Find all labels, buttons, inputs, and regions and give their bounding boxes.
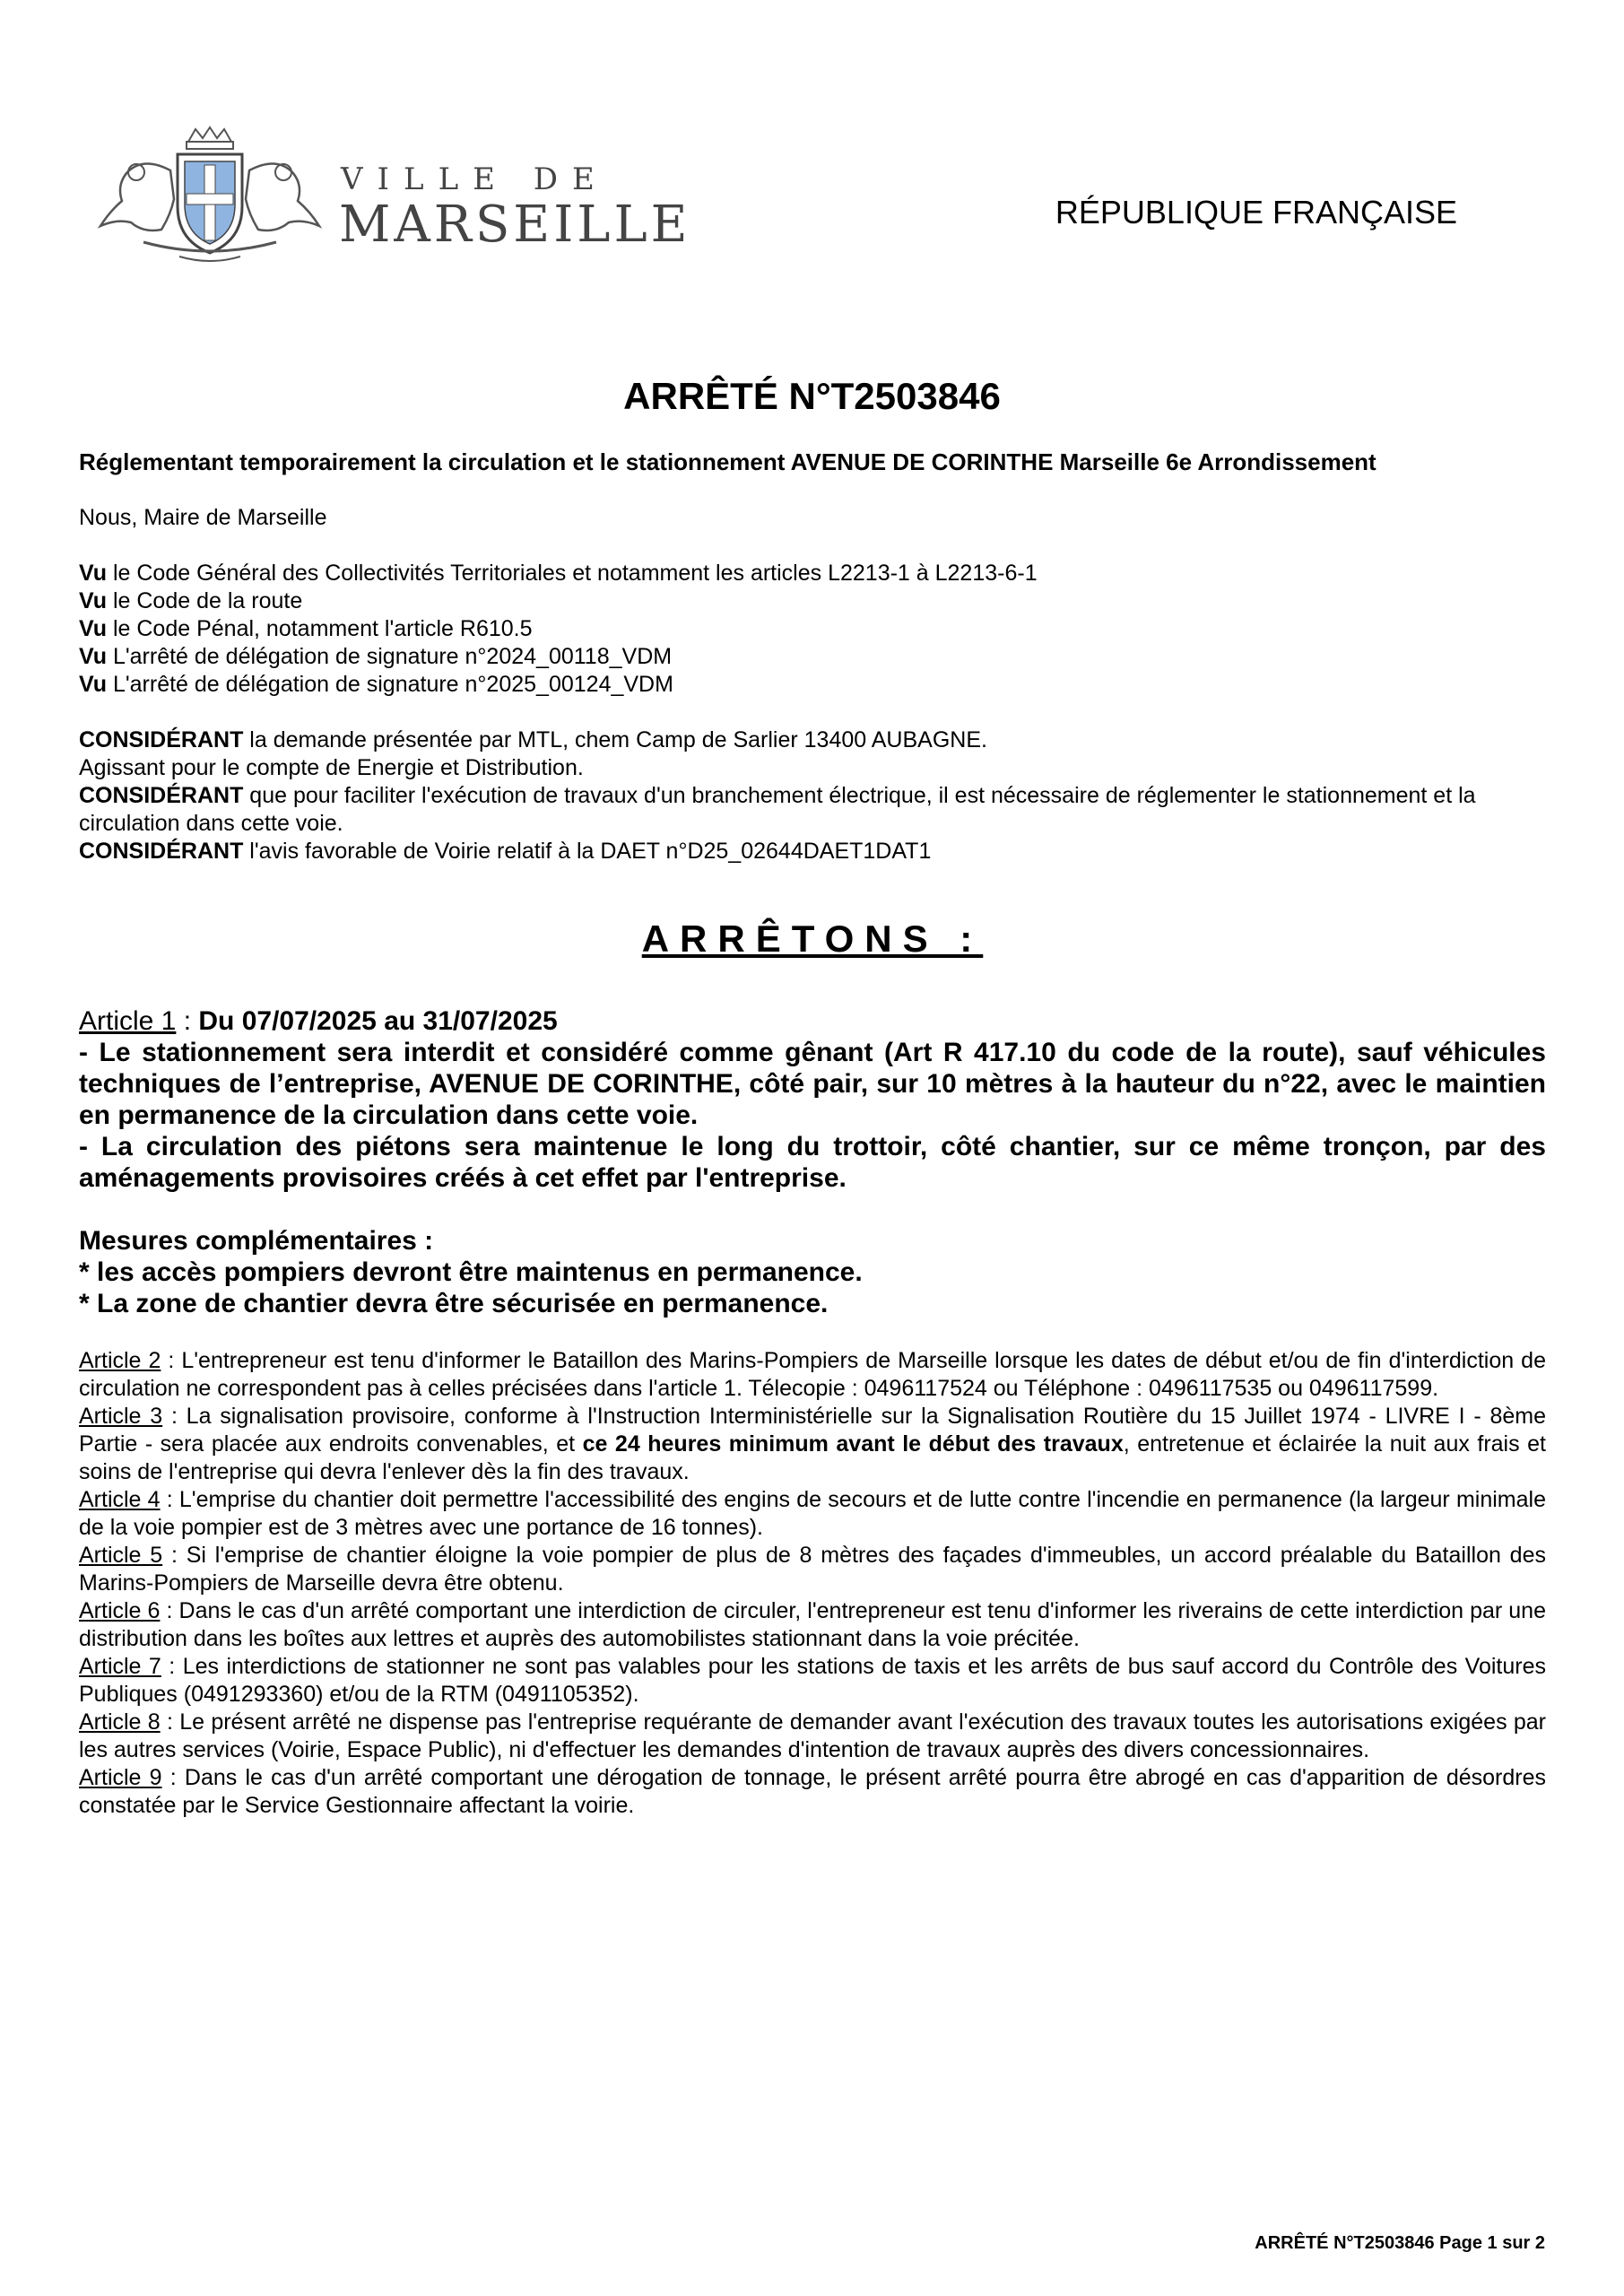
vu-item: [79, 587, 1546, 615]
vu-item: [79, 615, 1546, 643]
vu-text: L'arrêté de délégation de signature n°2024_00118_VDM: [107, 644, 673, 669]
mesures-title: Mesures complémentaires :: [79, 1226, 434, 1256]
article-separator: :: [162, 1404, 187, 1429]
article-4: [79, 1486, 1546, 1542]
article-text: Si l'emprise de chantier éloigne la voie pompier de plus de 8 mètres des façades d'immeubles, un accord préalable du Bataillon des Marins-Pompiers de Marseille devra être obtenu.: [79, 1543, 1546, 1596]
article-text: Les interdictions de stationner ne sont pas valables pour les stations de taxis et les arrêts de bus sauf accord du Contrôle des Voitures Publiques (0491293360) et/ou de la RTM (0491105352).: [79, 1654, 1546, 1707]
document-title: ARRÊTÉ N°T2503846: [623, 375, 1001, 417]
article-text: Dans le cas d'un arrêté comportant une interdiction de circuler, l'entrepreneur est tenu d'informer les riverains de cette interdiction par une distribution dans les boîtes aux lettres et auprès des automobilistes stationnant dans la voie précitée.: [79, 1598, 1546, 1651]
article-separator: :: [161, 1654, 183, 1679]
vu-item: [79, 671, 1546, 699]
vu-prefix: Vu: [79, 588, 108, 613]
mesures-item: * La zone de chantier devra être sécurisée en permanence.: [79, 1289, 829, 1318]
document-body: [79, 504, 1546, 1820]
article-text: Le présent arrêté ne dispense pas l'entreprise requérante de demander avant l'exécution des travaux toutes les autorisations exigées par les autres services (Voirie, Espace Public), ni d'effectuer les demandes d'intention de travaux auprès des divers concessionnaires.: [79, 1709, 1546, 1762]
article-text: , entretenue et éclairée la nuit aux frais et soins de l'entreprise qui devra l'enlever dès la fin des travaux.: [79, 1431, 1546, 1484]
article-separator: :: [161, 1765, 185, 1790]
intro-line: Nous, Maire de Marseille: [79, 505, 327, 530]
republique-francaise-heading: RÉPUBLIQUE FRANÇAISE: [1055, 194, 1457, 230]
article-label: Article 5: [79, 1543, 163, 1568]
arretons-heading: ARRÊTONS :: [641, 918, 984, 960]
article-2: [79, 1347, 1546, 1403]
agissant-line: Agissant pour le compte de Energie et Distribution.: [79, 755, 584, 780]
article-separator: :: [161, 1348, 182, 1373]
article-8: [79, 1709, 1546, 1764]
article-7: [79, 1653, 1546, 1709]
article-1-label: Article 1: [79, 1006, 177, 1036]
mesures-item: * les accès pompiers devront être maintenus en permanence.: [79, 1257, 863, 1287]
article-1-paragraph-2: - La circulation des piétons sera maintenue le long du trottoir, côté chantier, sur ce même tronçon, par des aménagements provisoires créés à cet effet par l'entreprise.: [79, 1132, 1546, 1193]
considerant-prefix: CONSIDÉRANT: [79, 839, 244, 864]
vu-prefix: Vu: [79, 561, 108, 586]
document-subtitle: Réglementant temporairement la circulation et le stationnement AVENUE DE CORINTHE Marseille 6e Arrondissement: [79, 448, 1376, 475]
considerant-text: l'avis favorable de Voirie relatif à la DAET n°D25_02644DAET1DAT1: [243, 839, 932, 864]
article-5: [79, 1542, 1546, 1597]
vu-prefix: Vu: [79, 644, 108, 669]
considerant-text: que pour faciliter l'exécution de travaux d'un branchement électrique, il est nécessaire de réglementer le stationnement et la circulation dans cette voie.: [79, 783, 1476, 836]
vu-list: [79, 560, 1546, 699]
vu-item: [79, 643, 1546, 671]
article-label: Article 7: [79, 1654, 161, 1679]
vu-text: le Code Général des Collectivités Territoriales et notamment les articles L2213-1 à L2213-6-1: [107, 561, 1038, 586]
considerant-2: [79, 782, 1546, 838]
article-text-bold: ce 24 heures minimum avant le début des travaux: [582, 1431, 1124, 1457]
article-label: Article 4: [79, 1487, 161, 1512]
article-1-paragraph-1: - Le stationnement sera interdit et considéré comme gênant (Art R 417.10 du code de la route), sauf véhicules techniques de l’entreprise, AVENUE DE CORINTHE, côté pair, sur 10 mètres à la hauteur du n°22, avec le maintien en permanence de la circulation dans cette voie.: [79, 1038, 1546, 1130]
articles-list: [79, 1347, 1546, 1820]
vu-text: le Code Pénal, notamment l'article R610.5: [107, 616, 533, 641]
coat-of-arms-icon: [81, 126, 332, 269]
considerant-prefix: CONSIDÉRANT: [79, 783, 244, 808]
article-text: La signalisation provisoire, conforme à l'Instruction Interministérielle sur la Signalisation Routière du 15 Juillet 1974 - LIVRE I - 8ème Partie - sera placée aux endroits convenables, et: [79, 1404, 1546, 1457]
logo-line-ville-de: VILLE DE: [341, 161, 609, 197]
considerant-prefix: CONSIDÉRANT: [79, 727, 244, 752]
article-separator: :: [160, 1487, 179, 1512]
article-1-separator: :: [176, 1006, 199, 1036]
article-separator: :: [160, 1598, 179, 1623]
considerants: [79, 726, 1546, 865]
considerant-3: [79, 838, 1546, 865]
article-label: Article 6: [79, 1598, 161, 1623]
considerant-1: [79, 726, 1546, 754]
article-label: Article 2: [79, 1348, 161, 1373]
vu-prefix: Vu: [79, 616, 108, 641]
vu-text: L'arrêté de délégation de signature n°2025_00124_VDM: [107, 672, 673, 697]
page-header: [0, 0, 1624, 305]
article-6: [79, 1597, 1546, 1653]
mesures-complementaires: [79, 1225, 1546, 1319]
article-1-heading: [79, 1005, 1546, 1037]
article-separator: :: [162, 1543, 187, 1568]
article-label: Article 3: [79, 1404, 163, 1429]
article-text: Dans le cas d'un arrêté comportant une dérogation de tonnage, le présent arrêté pourra être abrogé en cas d'apparition de désordres constatée par le Service Gestionnaire affectant la voirie.: [79, 1765, 1546, 1818]
article-text: L'entrepreneur est tenu d'informer le Bataillon des Marins-Pompiers de Marseille lorsque les dates de début et/ou de fin d'interdiction de circulation ne correspondent pas à celles précisées dans l'article 1. Télecopie : 0496117524 ou Téléphone : 0496117535 ou 0496117599.: [79, 1348, 1546, 1401]
article-9: [79, 1764, 1546, 1820]
vu-text: le Code de la route: [107, 588, 303, 613]
article-label: Article 8: [79, 1709, 161, 1735]
vu-prefix: Vu: [79, 672, 108, 697]
article-3: [79, 1403, 1546, 1486]
vu-item: [79, 560, 1546, 587]
article-label: Article 9: [79, 1765, 162, 1790]
page-footer: ARRÊTÉ N°T2503846 Page 1 sur 2: [1255, 2233, 1545, 2253]
logo-line-marseille: MARSEILLE: [339, 196, 691, 254]
article-1-dates: Du 07/07/2025 au 31/07/2025: [198, 1006, 558, 1036]
article-separator: :: [160, 1709, 180, 1735]
article-text: L'emprise du chantier doit permettre l'accessibilité des engins de secours et de lutte contre l'incendie en permanence (la largeur minimale de la voie pompier est de 3 mètres avec une portance de 16 tonnes).: [79, 1487, 1546, 1540]
ville-de-marseille-logo: [81, 126, 691, 269]
article-1: [79, 1005, 1546, 1194]
considerant-text: la demande présentée par MTL, chem Camp de Sarlier 13400 AUBAGNE.: [243, 727, 987, 752]
